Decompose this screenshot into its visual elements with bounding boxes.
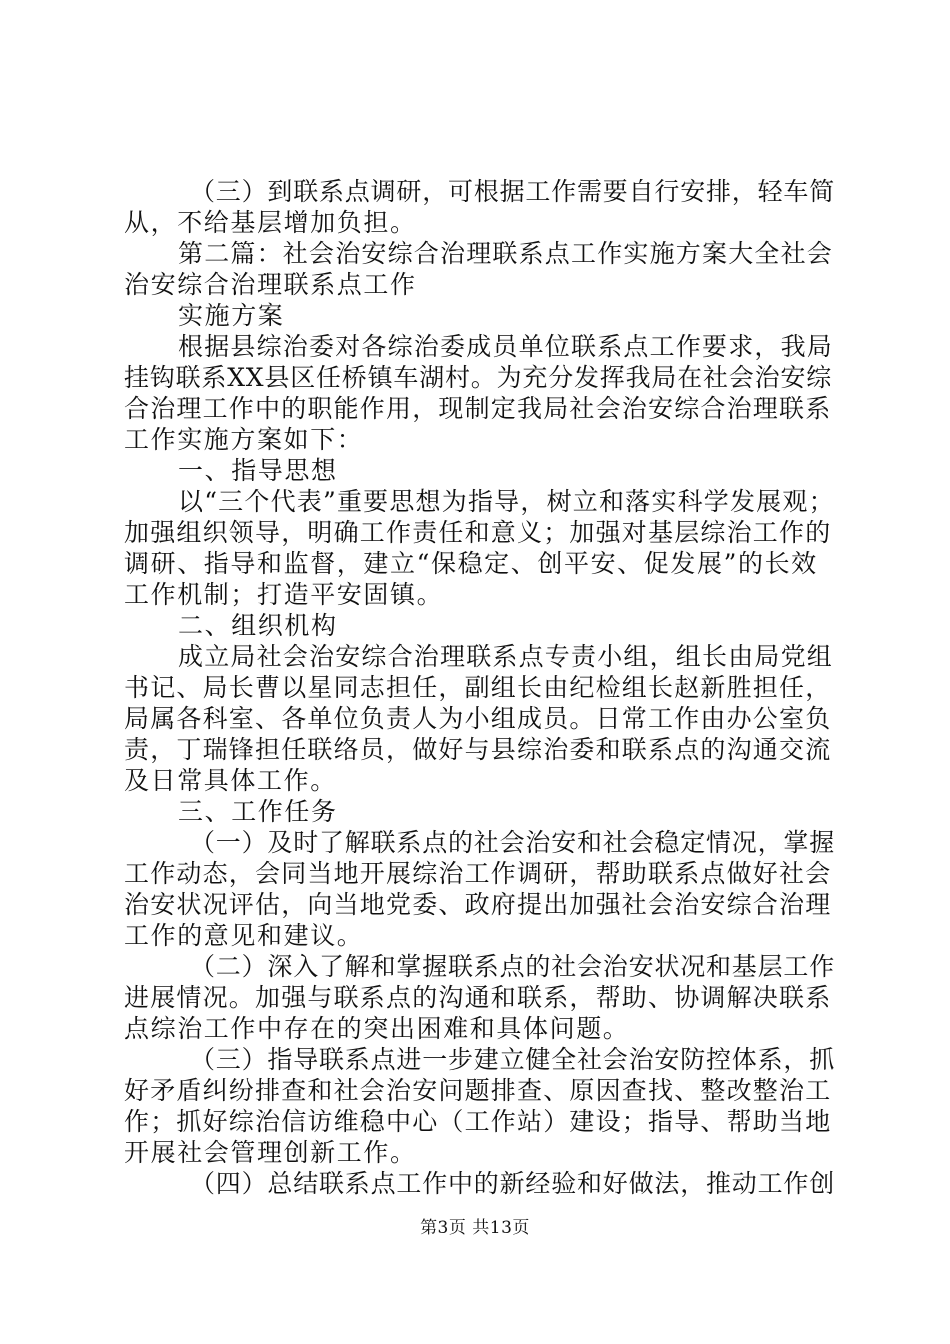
text-line: 工作实施方案如下： — [124, 425, 364, 454]
text-line: 治安综合治理联系点工作 — [124, 270, 417, 299]
text-line: 成立局社会治安综合治理联系点专责小组，组长由局党组 — [178, 642, 834, 671]
text-line: 进展情况。加强与联系点的沟通和联系，帮助、协调解决联系 — [124, 983, 832, 1012]
text-line: （四）总结联系点工作中的新经验和好做法，推动工作创 — [190, 1169, 836, 1198]
text-line: 及日常具体工作。 — [124, 766, 337, 795]
text-line: 三、工作任务 — [178, 797, 338, 826]
text-line: （三）指导联系点进一步建立健全社会治安防控体系，抓 — [190, 1045, 836, 1074]
text-line: （二）深入了解和掌握联系点的社会治安状况和基层工作 — [190, 952, 836, 981]
text-line: 从，不给基层增加负担。 — [124, 208, 417, 237]
text-line: 以“三个代表”重要思想为指导，树立和落实科学发展观； — [178, 487, 835, 516]
text-line: 点综治工作中存在的突出困难和具体问题。 — [124, 1014, 630, 1043]
text-line: 合治理工作中的职能作用，现制定我局社会治安综合治理联系 — [124, 394, 832, 423]
text-line: 好矛盾纠纷排查和社会治安问题排查、原因查找、整改整治工 — [124, 1076, 832, 1105]
text-line: 加强组织领导，明确工作责任和意义；加强对基层综治工作的 — [124, 518, 832, 547]
document-body — [124, 176, 836, 1199]
text-line: 治安状况评估，向当地党委、政府提出加强社会治安综合治理 — [124, 890, 832, 919]
text-line: 挂钩联系XX县区任桥镇车湖村。为充分发挥我局在社会治安综 — [124, 363, 832, 392]
text-line: 二、组织机构 — [178, 611, 338, 640]
text-line: 工作机制；打造平安固镇。 — [124, 580, 444, 609]
text-line: （三）到联系点调研，可根据工作需要自行安排，轻车简 — [190, 177, 836, 206]
text-line: 实施方案 — [178, 301, 285, 330]
text-line: （一）及时了解联系点的社会治安和社会稳定情况，掌握 — [190, 828, 836, 857]
text-line: 局属各科室、各单位负责人为小组成员。日常工作由办公室负 — [124, 704, 832, 733]
text-line: 工作动态，会同当地开展综治工作调研，帮助联系点做好社会 — [124, 859, 832, 888]
text-line: 开展社会管理创新工作。 — [124, 1138, 417, 1167]
text-line: 根据县综治委对各综治委成员单位联系点工作要求，我局 — [178, 332, 834, 361]
text-line: 责，丁瑞锋担任联络员，做好与县综治委和联系点的沟通交流 — [124, 735, 832, 764]
text-line: 第二篇：社会治安综合治理联系点工作实施方案大全社会 — [178, 239, 834, 268]
text-line: 书记、局长曹以星同志担任，副组长由纪检组长赵新胜担任， — [124, 673, 832, 702]
text-line: 工作的意见和建议。 — [124, 921, 364, 950]
page-footer: 第3页 共13页 — [420, 1218, 530, 1238]
text-line: 作；抓好综治信访维稳中心（工作站）建设；指导、帮助当地 — [124, 1107, 832, 1136]
text-line: 一、指导思想 — [178, 456, 338, 485]
text-line: 调研、指导和监督，建立“保稳定、创平安、促发展”的长效 — [124, 549, 818, 578]
